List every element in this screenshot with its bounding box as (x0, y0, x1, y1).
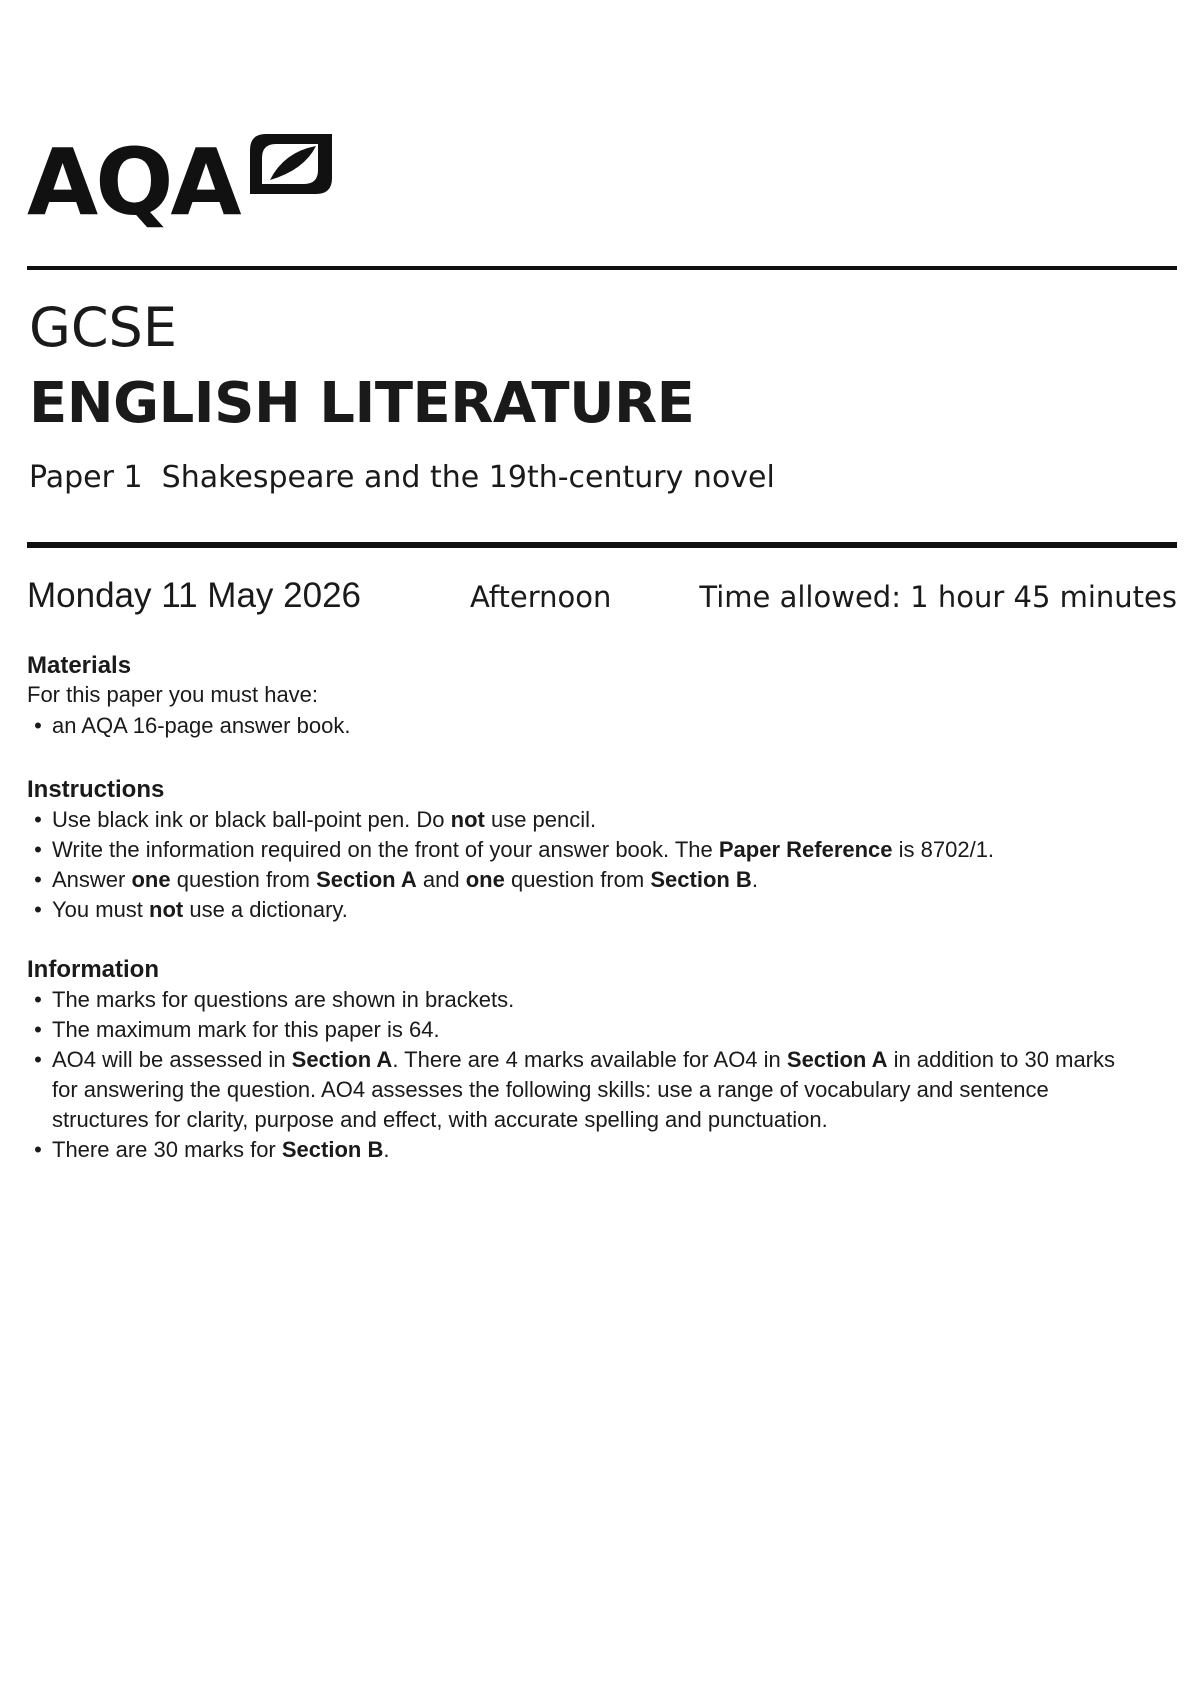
emphasis: not (450, 807, 485, 832)
list-item-text: Use black ink or black ball-point pen. Do not use pencil. (52, 807, 597, 832)
emphasis: Section A (316, 867, 417, 892)
emphasis: one (131, 867, 171, 892)
list-item (27, 895, 1142, 925)
list-item (27, 835, 1142, 865)
materials-list (27, 711, 1177, 741)
bullet-icon: • (34, 987, 42, 1012)
list-item (27, 1045, 1142, 1135)
subject-title: ENGLISH LITERATURE (29, 371, 695, 436)
top-divider (27, 266, 1177, 270)
list-item-text: Answer one question from Section A and one question from Section B. (52, 867, 758, 892)
information-list (27, 985, 1177, 1165)
time-allowed: Time allowed: 1 hour 45 minutes (699, 580, 1177, 614)
instructions-list (27, 805, 1177, 925)
bullet-icon: • (34, 1017, 42, 1042)
emphasis: Section B (281, 1137, 384, 1162)
bullet-icon: • (34, 807, 42, 832)
middle-divider (27, 542, 1177, 548)
bullet-icon: • (34, 867, 42, 892)
bullet-icon: • (34, 837, 42, 862)
list-item-text: The marks for questions are shown in brackets. (52, 987, 515, 1012)
bullet-icon: • (34, 713, 42, 738)
instructions-heading: Instructions (27, 776, 165, 803)
materials-intro: For this paper you must have: (27, 682, 319, 707)
bullet-icon: • (34, 1047, 42, 1072)
list-item (27, 711, 1142, 741)
emphasis: Paper Reference (718, 837, 893, 862)
emphasis: Section A (291, 1047, 393, 1072)
qualification-title: GCSE (29, 296, 177, 359)
list-item (27, 805, 1142, 835)
list-item-text: There are 30 marks for Section B. (52, 1137, 390, 1162)
emphasis: not (149, 897, 184, 922)
list-item (27, 1015, 1142, 1045)
exam-date: Monday 11 May 2026 (27, 576, 362, 615)
materials-heading: Materials (27, 652, 132, 679)
logo-wordmark: AQA (27, 129, 239, 236)
list-item-text: an AQA 16-page answer book. (52, 713, 351, 738)
list-item-text: AO4 will be assessed in Section A. There are 4 marks available for AO4 in Section A in addition to 30 marks for answering the question. AO4 assesses the following skills: use a range of vocabulary and sentence structures for clarity, purpose and effect, with accurate spelling and punctuation. (52, 1047, 1116, 1132)
list-item (27, 1135, 1142, 1165)
list-item (27, 985, 1142, 1015)
list-item-text: The maximum mark for this paper is 64. (52, 1017, 440, 1042)
list-item-text: You must not use a dictionary. (52, 897, 348, 922)
information-heading: Information (27, 956, 159, 983)
paper-title: Paper 1 Shakespeare and the 19th-century novel (29, 460, 775, 495)
leaf-icon (244, 130, 334, 200)
aqa-logo (27, 128, 337, 238)
bullet-icon: • (34, 1137, 42, 1162)
emphasis: one (465, 867, 505, 892)
emphasis: Section B (650, 867, 752, 892)
list-item-text: Write the information required on the front of your answer book. The Paper Reference is 8702/1. (52, 837, 995, 862)
list-item (27, 865, 1142, 895)
emphasis: Section A (786, 1047, 888, 1072)
bullet-icon: • (34, 897, 42, 922)
exam-session: Afternoon (470, 580, 612, 614)
